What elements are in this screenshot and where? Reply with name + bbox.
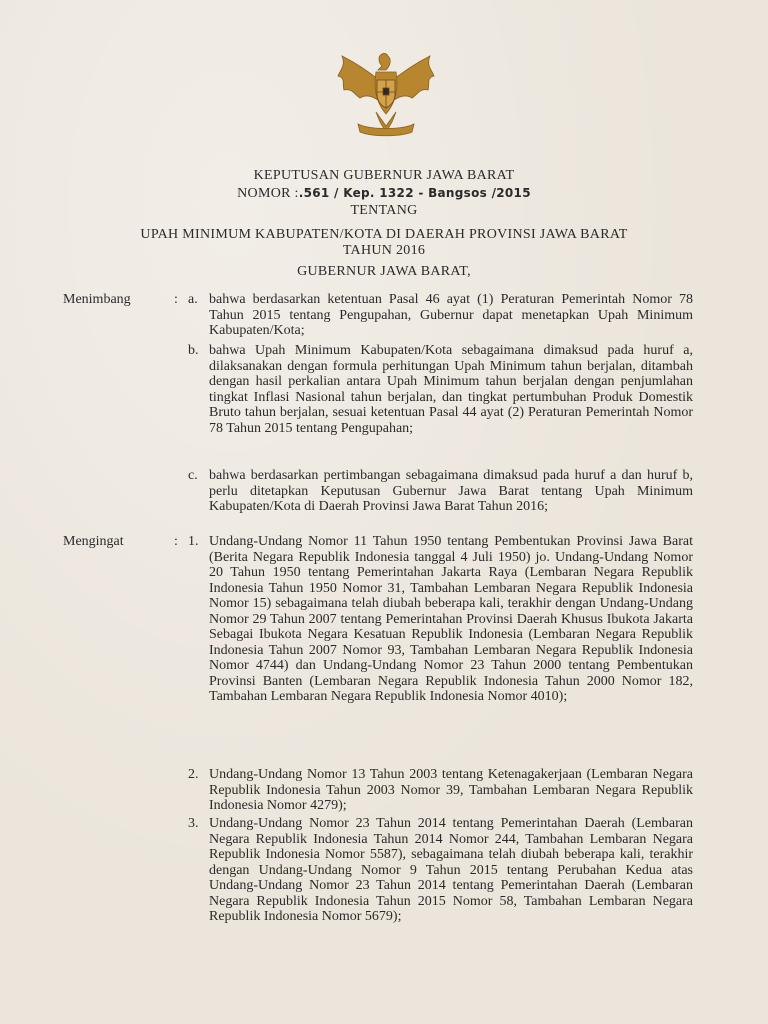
menimbang-marker-c: c. (188, 468, 198, 483)
mengingat-item-1: Undang-Undang Nomor 11 Tahun 1950 tentang Pembentukan Provinsi Jawa Barat (Berita Negara Republik Indonesia tanggal 4 Juli 1950) jo. Undang-Undang Nomor 20 Tahun 1950 tentang Pemerintahan Jakarta Raya (Lembaran Negara Republik Indonesia Tahun 1950 Nomor 31, Tambahan Lembaran Negara Republik Indonesia Nomor 15) sebagaimana telah diubah beberapa kali, terakhir dengan Undang-Undang Nomor 29 Tahun 2007 tentang Pemerintahan Provinsi Daerah Khusus Ibukota Jakarta Sebagai Ibukota Negara Kesatuan Republik Indonesia (Lembaran Negara Republik Indonesia Tahun 2007 Nomor 93, Tambahan Lembaran Negara Republik Indonesia Nomor 4744) dan Undang-Undang Nomor 23 Tahun 2000 tentang Pembentukan Provinsi Banten (Lembaran Negara Republik Indonesia Tahun 2000 Nomor 182, Tambahan Lembaran Negara Republik Indonesia Nomor 4010); (209, 534, 693, 704)
mengingat-label: Mengingat (63, 534, 124, 549)
mengingat-marker-1: 1. (188, 534, 199, 549)
decree-number (0, 186, 768, 202)
garuda-emblem-icon (332, 44, 440, 140)
mengingat-colon: : (174, 534, 178, 549)
mengingat-item-2: Undang-Undang Nomor 13 Tahun 2003 tentang Ketenagakerjaan (Lembaran Negara Republik Indonesia Tahun 2003 Nomor 39, Tambahan Lembaran Negara Republik Indonesia Nomor 4279); (209, 767, 693, 813)
issuer-heading: GUBERNUR JAWA BARAT, (297, 264, 471, 279)
menimbang-colon: : (174, 292, 178, 307)
menimbang-marker-a: a. (188, 292, 198, 307)
decree-subject-line2: TAHUN 2016 (342, 243, 426, 258)
menimbang-marker-b: b. (188, 343, 199, 358)
decree-number-value: .561 / Kep. 1322 - Bangsos /2015 (298, 186, 531, 200)
decree-title: KEPUTUSAN GUBERNUR JAWA BARAT (253, 168, 515, 183)
menimbang-item-c: bahwa berdasarkan pertimbangan sebagaimana dimaksud pada huruf a dan huruf b, perlu ditetapkan Keputusan Gubernur Jawa Barat tentang Upah Minimum Kabupaten/Kota di Daerah Provinsi Jawa Barat Tahun 2016; (209, 468, 693, 514)
menimbang-label: Menimbang (63, 292, 131, 307)
menimbang-item-b: bahwa Upah Minimum Kabupaten/Kota sebagaimana dimaksud pada huruf a, dilaksanakan dengan formula perhitungan Upah Minimum tahun berjalan, ditambah dengan hasil perkalian antara Upah Minimum tahun berjalan dengan penjumlahan tingkat Inflasi Nasional tahun berjalan, dan tingkat pertumbuhan Produk Domestik Bruto tahun berjalan, sesuai ketentuan Pasal 44 ayat (2) Peraturan Pemerintah Nomor 78 Tahun 2015 tentang Pengupahan; (209, 343, 693, 436)
mengingat-item-3: Undang-Undang Nomor 23 Tahun 2014 tentang Pemerintahan Daerah (Lembaran Negara Republik Indonesia Tahun 2014 Nomor 244, Tambahan Lembaran Negara Republik Indonesia Nomor 5587), sebagaimana telah diubah beberapa kali, terakhir dengan Undang-Undang Nomor 9 Tahun 2015 tentang Perubahan Kedua atas Undang-Undang Nomor 23 Tahun 2014 tentang Pemerintahan Daerah (Lembaran Negara Republik Indonesia Tahun 2015 Nomor 58, Tambahan Lembaran Negara Republik Indonesia Nomor 5679); (209, 816, 693, 924)
mengingat-marker-2: 2. (188, 767, 199, 782)
tentang-heading: TENTANG (350, 203, 418, 218)
decree-subject-line1: UPAH MINIMUM KABUPATEN/KOTA DI DAERAH PROVINSI JAWA BARAT (140, 227, 628, 242)
decree-number-label: NOMOR : (237, 186, 299, 201)
mengingat-marker-3: 3. (188, 816, 199, 831)
menimbang-item-a: bahwa berdasarkan ketentuan Pasal 46 ayat (1) Peraturan Pemerintah Nomor 78 Tahun 2015 tentang Pengupahan, Gubernur dapat menetapkan Upah Minimum Kabupaten/Kota; (209, 292, 693, 338)
